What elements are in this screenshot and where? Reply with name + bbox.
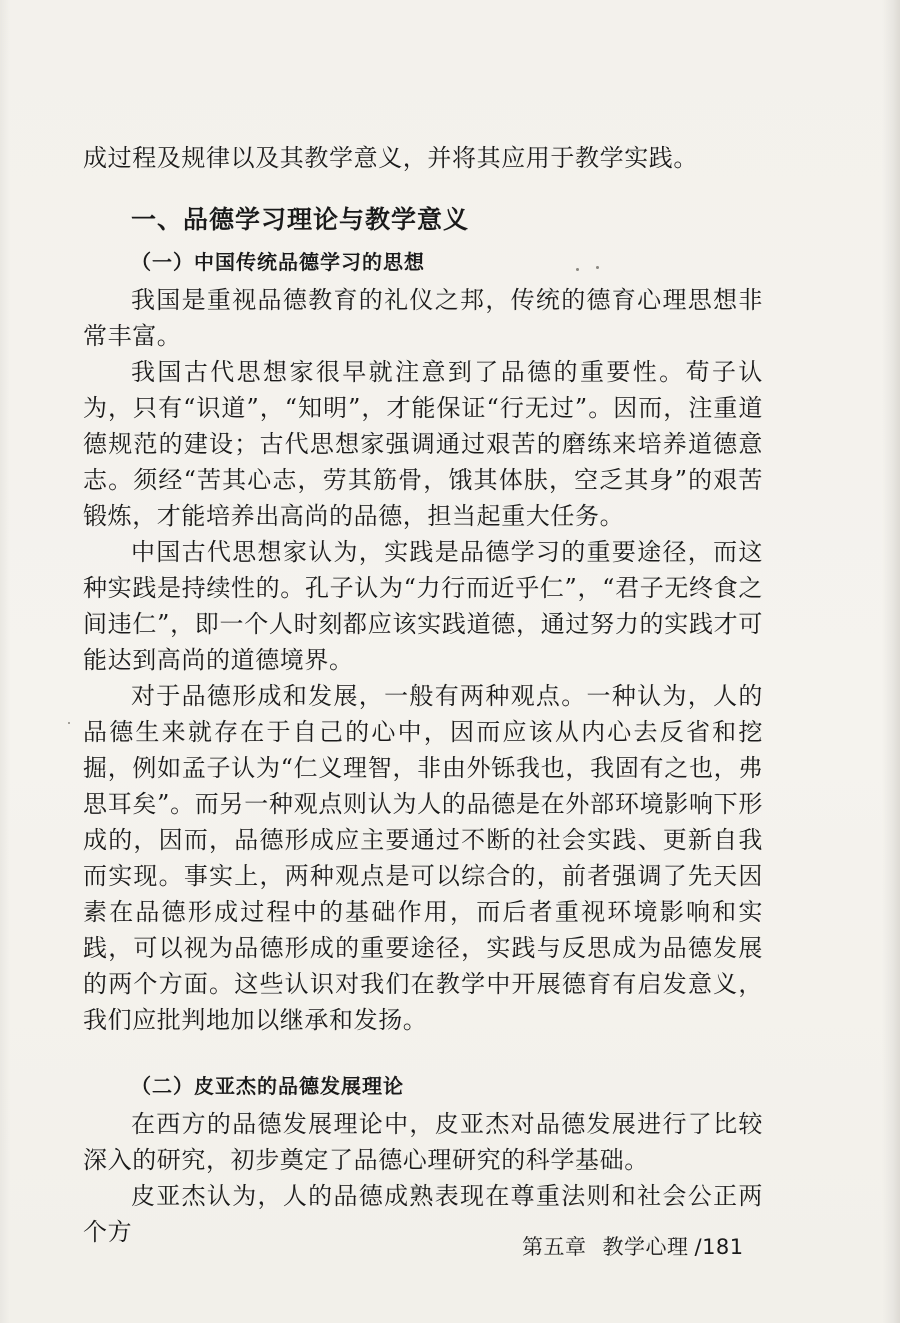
print-speck xyxy=(576,268,579,271)
footer-page-number: /181 xyxy=(694,1235,744,1259)
paragraph-1-2: 我国古代思想家很早就注意到了品德的重要性。荀子认为，只有“识道”，“知明”，才能保证“行无过”。因而，注重道德规范的建设；古代思想家强调通过艰苦的磨练来培养道德意志。须经“苦其心志，劳其筋骨，饿其体肤，空乏其身”的艰苦锻炼，才能培养出高尚的品德，担当起重大任务。 xyxy=(83,358,763,530)
page-right-shadow xyxy=(882,0,900,1323)
page-left-shadow xyxy=(0,0,10,1323)
footer-chapter-title: 教学心理 xyxy=(602,1235,689,1259)
page-footer xyxy=(522,1233,744,1261)
intro-line: 成过程及规律以及其教学意义，并将其应用于教学实践。 xyxy=(83,144,698,172)
footer-chapter: 第五章 xyxy=(522,1235,587,1259)
subsection-title-2: （二）皮亚杰的品德发展理论 xyxy=(131,1074,404,1098)
paragraph-2-1: 在西方的品德发展理论中，皮亚杰对品德发展进行了比较深入的研究，初步奠定了品德心理研究的科学基础。 xyxy=(83,1110,763,1174)
print-speck xyxy=(68,722,70,724)
print-speck xyxy=(596,266,599,269)
paragraph-1-4: 对于品德形成和发展，一般有两种观点。一种认为，人的品德生来就存在于自己的心中，因而应该从内心去反省和挖掘，例如孟子认为“仁义理智，非由外铄我也，我固有之也，弗思耳矣”。而另一种观点则认为人的品德是在外部环境影响下形成的，因而，品德形成应主要通过不断的社会实践、更新自我而实现。事实上，两种观点是可以综合的，前者强调了先天因素在品德形成过程中的基础作用，而后者重视环境影响和实践，可以视为品德形成的重要途径，实践与反思成为品德发展的两个方面。这些认识对我们在教学中开展德育有启发意义，我们应批判地加以继承和发扬。 xyxy=(83,682,763,1034)
paragraph-1-3: 中国古代思想家认为，实践是品德学习的重要途径，而这种实践是持续性的。孔子认为“力行而近乎仁”，“君子无终食之间违仁”，即一个人时刻都应该实践道德，通过努力的实践才可能达到高尚的道德境界。 xyxy=(83,538,763,674)
paragraph-2-2: 皮亚杰认为，人的品德成熟表现在尊重法则和社会公正两个方 xyxy=(83,1182,763,1246)
paragraph-1-1: 我国是重视品德教育的礼仪之邦，传统的德育心理思想非常丰富。 xyxy=(83,286,763,350)
section-title: 一、品德学习理论与教学意义 xyxy=(131,205,470,234)
page-body xyxy=(83,140,763,1250)
subsection-title-1: （一）中国传统品德学习的思想 xyxy=(131,250,425,274)
